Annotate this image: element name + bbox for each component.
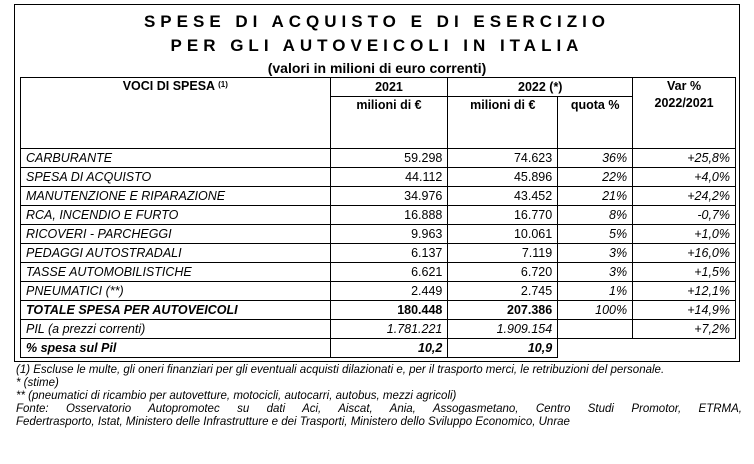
- row-var: +1,5%: [633, 263, 736, 282]
- spending-table: [20, 77, 736, 358]
- row-label: CARBURANTE: [21, 149, 331, 168]
- row-value-2021: 6.621: [330, 263, 448, 282]
- table-row: [21, 187, 736, 206]
- row-label: MANUTENZIONE E RIPARAZIONE: [21, 187, 331, 206]
- total-row: [21, 301, 736, 320]
- row-label: RICOVERI - PARCHEGGI: [21, 225, 331, 244]
- row-value-2021: 6.137: [330, 244, 448, 263]
- row-value-2022: 6.720: [448, 263, 558, 282]
- row-value-2021: 44.112: [330, 168, 448, 187]
- pct-pil-label: % spesa sul Pil: [21, 339, 331, 358]
- header-var: [633, 78, 736, 149]
- footnotes: [16, 364, 742, 429]
- row-quota: 36%: [558, 149, 633, 168]
- table-row: [21, 168, 736, 187]
- row-quota: 1%: [558, 282, 633, 301]
- header-2022: 2022 (*): [448, 78, 633, 97]
- header-voci-label: VOCI DI SPESA: [122, 79, 215, 93]
- table-row: [21, 282, 736, 301]
- pil-var: +7,2%: [633, 320, 736, 339]
- table-row: [21, 263, 736, 282]
- row-var: -0,7%: [633, 206, 736, 225]
- total-label: TOTALE SPESA PER AUTOVEICOLI: [21, 301, 331, 320]
- header-2021: 2021: [330, 78, 448, 97]
- row-value-2022: 2.745: [448, 282, 558, 301]
- total-var: +14,9%: [633, 301, 736, 320]
- subtitle: (valori in milioni di euro correnti): [267, 60, 487, 76]
- row-label: PNEUMATICI (**): [21, 282, 331, 301]
- row-label: PEDAGGI AUTOSTRADALI: [21, 244, 331, 263]
- row-quota: 22%: [558, 168, 633, 187]
- table-row: [21, 225, 736, 244]
- row-value-2022: 43.452: [448, 187, 558, 206]
- row-quota: 8%: [558, 206, 633, 225]
- row-var: +1,0%: [633, 225, 736, 244]
- row-var: +4,0%: [633, 168, 736, 187]
- row-value-2022: 74.623: [448, 149, 558, 168]
- table-row: [21, 244, 736, 263]
- row-value-2021: 2.449: [330, 282, 448, 301]
- row-value-2021: 9.963: [330, 225, 448, 244]
- row-quota: 3%: [558, 263, 633, 282]
- header-milioni-2022: milioni di €: [448, 97, 558, 149]
- row-value-2021: 34.976: [330, 187, 448, 206]
- pct-pil-row: [21, 339, 736, 358]
- header-var-line1: Var %: [667, 79, 702, 93]
- row-var: +12,1%: [633, 282, 736, 301]
- table-row: [21, 206, 736, 225]
- pil-quota-empty: [558, 320, 633, 339]
- pct-pil-2021: 10,2: [330, 339, 448, 358]
- source-line-2: Federtrasporto, Istat, Ministero delle Infrastrutture e dei Trasporti, Ministero dello Sviluppo Economico, Unrae: [16, 416, 570, 428]
- pct-pil-2022: 10,9: [448, 339, 558, 358]
- pct-pil-empty: [558, 339, 736, 358]
- title-line-2: PER GLI AUTOVEICOLI IN ITALIA: [170, 36, 584, 55]
- row-value-2021: 59.298: [330, 149, 448, 168]
- header-voci-footnote: (1): [218, 80, 228, 89]
- pil-label: PIL (a prezzi correnti): [21, 320, 331, 339]
- row-quota: 5%: [558, 225, 633, 244]
- header-voci: [21, 78, 331, 149]
- row-value-2021: 16.888: [330, 206, 448, 225]
- row-value-2022: 16.770: [448, 206, 558, 225]
- row-value-2022: 10.061: [448, 225, 558, 244]
- row-label: SPESA DI ACQUISTO: [21, 168, 331, 187]
- row-var: +24,2%: [633, 187, 736, 206]
- total-2021: 180.448: [330, 301, 448, 320]
- title-line-1: SPESE DI ACQUISTO E DI ESERCIZIO: [143, 12, 611, 31]
- source-line-1: Fonte: Osservatorio Autopromotec su dati Aci, Aiscat, Ania, Assogasmetano, Centro Studi Promotor, ETRMA,: [16, 403, 742, 415]
- footnote-estimates: * (stime): [16, 377, 59, 389]
- table-row: [21, 149, 736, 168]
- row-var: +25,8%: [633, 149, 736, 168]
- header-var-line2: 2022/2021: [654, 96, 714, 110]
- row-label: RCA, INCENDIO E FURTO: [21, 206, 331, 225]
- row-value-2022: 7.119: [448, 244, 558, 263]
- row-value-2022: 45.896: [448, 168, 558, 187]
- row-quota: 21%: [558, 187, 633, 206]
- footnote-tyres: ** (pneumatici di ricambio per autovetture, motocicli, autocarri, autobus, mezzi agricoli): [16, 390, 457, 402]
- footnote-1: (1) Escluse le multe, gli oneri finanziari per gli eventuali acquisti dilazionati e, per il trasporto merci, le retribuzioni del personale.: [16, 364, 665, 376]
- pil-2021: 1.781.221: [330, 320, 448, 339]
- row-var: +16,0%: [633, 244, 736, 263]
- total-2022: 207.386: [448, 301, 558, 320]
- pil-2022: 1.909.154: [448, 320, 558, 339]
- header-milioni-2021: milioni di €: [330, 97, 448, 149]
- header-quota: quota %: [558, 97, 633, 149]
- pil-row: [21, 320, 736, 339]
- row-label: TASSE AUTOMOBILISTICHE: [21, 263, 331, 282]
- total-quota: 100%: [558, 301, 633, 320]
- row-quota: 3%: [558, 244, 633, 263]
